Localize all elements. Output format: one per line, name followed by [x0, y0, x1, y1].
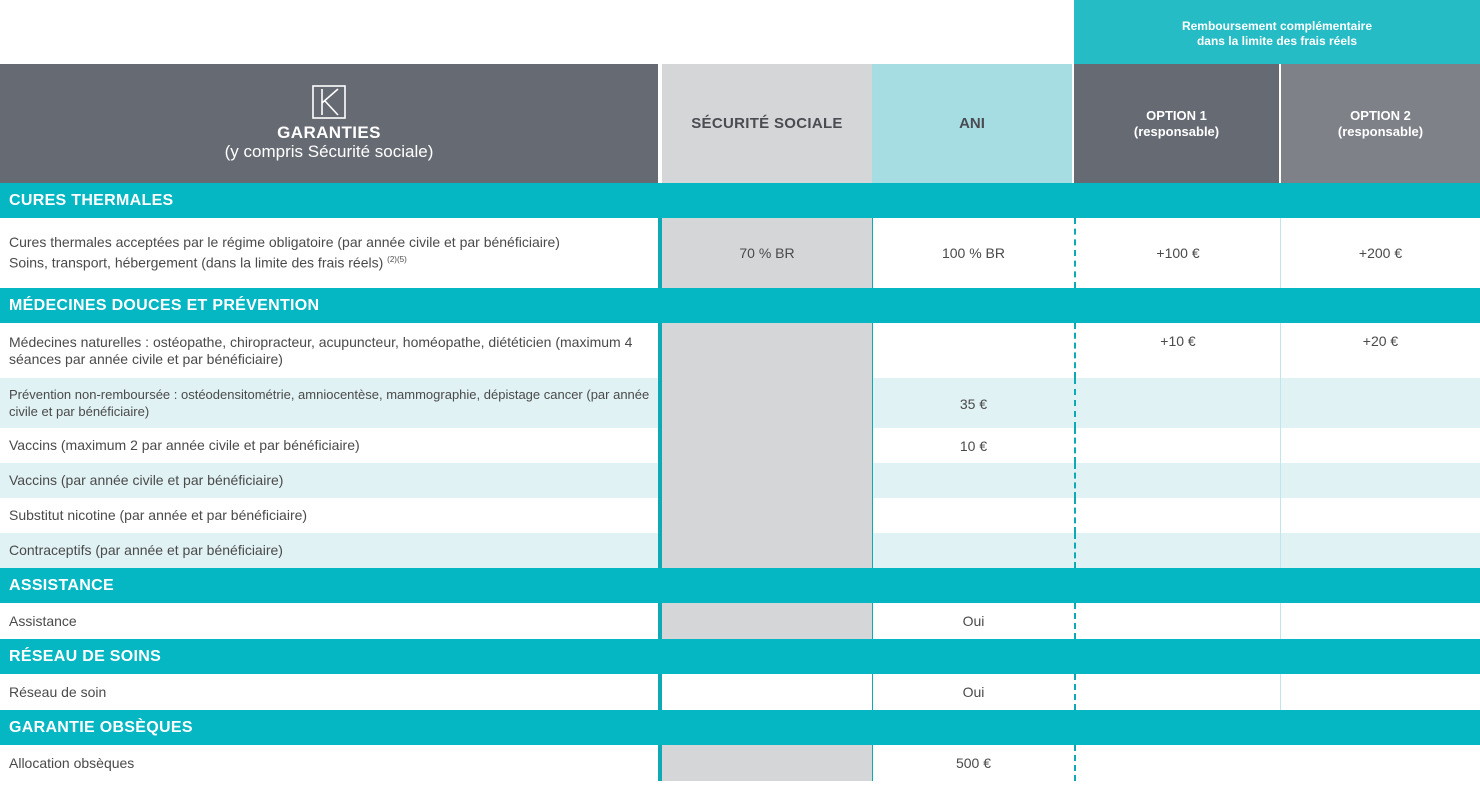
- table-row-vaccins-max: [0, 428, 1480, 463]
- cell-option-2: +200 €: [1280, 218, 1480, 288]
- table-row-assistance: [0, 603, 1480, 639]
- cell-option-1: [1074, 533, 1280, 568]
- cell-option-2: [1280, 498, 1480, 533]
- cures-line-1: Cures thermales acceptées par le régime obligatoire (par année civile et par bénéficiaire): [9, 234, 560, 251]
- section-cures-thermales: CURES THERMALES: [0, 183, 1480, 218]
- header-securite-sociale: SÉCURITÉ SOCIALE: [662, 64, 872, 183]
- header-ani: ANI: [872, 64, 1072, 183]
- cell-option-1: [1074, 498, 1280, 533]
- cell-option-1: [1074, 603, 1280, 639]
- row-label: Réseau de soin: [9, 683, 107, 700]
- header-option-2: [1281, 64, 1480, 183]
- reimbursement-banner: [1074, 0, 1480, 64]
- cell-secu: [658, 603, 872, 639]
- table-row-contraceptifs: [0, 533, 1480, 568]
- cell-option-1: [1074, 378, 1280, 428]
- banner-line-2: dans la limite des frais réels: [1196, 34, 1358, 48]
- table-row-reseau: [0, 674, 1480, 710]
- cell-ani: [872, 498, 1074, 533]
- cell-secu: [658, 428, 872, 463]
- section-garantie-obseques: GARANTIE OBSÈQUES: [0, 710, 1480, 745]
- cell-ani: [872, 463, 1074, 498]
- row-label: Assistance: [9, 612, 77, 629]
- cell-ani: [872, 533, 1074, 568]
- cell-option-2: [1280, 428, 1480, 463]
- cell-option-2: [1280, 674, 1480, 710]
- section-reseau-de-soins: RÉSEAU DE SOINS: [0, 639, 1480, 674]
- cell-option-2: [1280, 463, 1480, 498]
- garanties-title: GARANTIES: [277, 123, 381, 142]
- option-2-title: OPTION 2: [1350, 107, 1411, 123]
- cell-option-2: [1280, 378, 1480, 428]
- cell-secu: [658, 533, 872, 568]
- header-garanties: [0, 64, 658, 183]
- option-2-subtitle: (responsable): [1337, 123, 1424, 139]
- row-label: Substitut nicotine (par année et par bénéficiaire): [9, 507, 308, 523]
- row-label: Allocation obsèques: [9, 754, 135, 771]
- footnote-ref: (2)(5): [387, 255, 407, 265]
- section-assistance: ASSISTANCE: [0, 568, 1480, 603]
- cell-ani: Oui: [872, 674, 1074, 710]
- cell-ani: 35 €: [872, 378, 1074, 428]
- cell-option-2: [1280, 745, 1480, 781]
- table-row-nicotine: [0, 498, 1480, 533]
- cell-secu: [658, 323, 872, 378]
- cures-line-2: Soins, transport, hébergement (dans la limite des frais réels) $^{(2)(5)}$: [9, 254, 407, 271]
- row-label: Prévention non-remboursée : ostéodensitométrie, amniocentèse, mammographie, dépistage cancer (par année civile et par bénéficiaire): [9, 387, 650, 419]
- row-label: Vaccins (par année civile et par bénéficiaire): [9, 472, 284, 488]
- table-row-vaccins: [0, 463, 1480, 498]
- cell-ani: 100 % BR: [872, 218, 1074, 288]
- cell-secu: [658, 674, 872, 710]
- cell-option-2: [1280, 603, 1480, 639]
- cell-option-1: +100 €: [1074, 218, 1280, 288]
- banner-line-1: Remboursement complémentaire: [1181, 19, 1373, 33]
- cell-ani: 10 €: [872, 428, 1074, 463]
- option-1-title: OPTION 1: [1146, 107, 1207, 123]
- section-medecines-douces: MÉDECINES DOUCES ET PRÉVENTION: [0, 288, 1480, 323]
- row-label: Médecines naturelles : ostéopathe, chiropracteur, acupuncteur, homéopathe, diététicien (maximum 4 séances par année civile et par bénéficiaire): [9, 333, 633, 367]
- table-row-obseques: [0, 745, 1480, 781]
- row-label: [0, 218, 658, 288]
- row-label: Contraceptifs (par année et par bénéficiaire): [9, 542, 283, 558]
- cell-option-2: +20 €: [1280, 323, 1480, 378]
- cell-option-1: [1074, 428, 1280, 463]
- cell-option-2: [1280, 533, 1480, 568]
- cell-option-1: [1074, 674, 1280, 710]
- cell-secu: [658, 378, 872, 428]
- cell-secu: [658, 745, 872, 781]
- table-row-cures: [0, 218, 1480, 288]
- row-label: Vaccins (maximum 2 par année civile et par bénéficiaire): [9, 437, 360, 453]
- cell-secu: 70 % BR: [658, 218, 872, 288]
- k-logo-icon: [312, 85, 346, 119]
- table-header: [0, 64, 1480, 183]
- cell-ani: 500 €: [872, 745, 1074, 781]
- cell-ani: [872, 323, 1074, 378]
- cell-secu: [658, 498, 872, 533]
- cell-option-1: +10 €: [1074, 323, 1280, 378]
- guarantees-table: [0, 183, 1480, 781]
- header-option-1: [1074, 64, 1279, 183]
- garanties-subtitle: (y compris Sécurité sociale): [224, 142, 434, 161]
- table-row-medecines-naturelles: [0, 323, 1480, 378]
- cell-option-1: [1074, 463, 1280, 498]
- cell-ani: Oui: [872, 603, 1074, 639]
- cell-option-1: [1074, 745, 1280, 781]
- table-row-prevention: [0, 378, 1480, 428]
- cell-secu: [658, 463, 872, 498]
- option-1-subtitle: (responsable): [1133, 123, 1220, 139]
